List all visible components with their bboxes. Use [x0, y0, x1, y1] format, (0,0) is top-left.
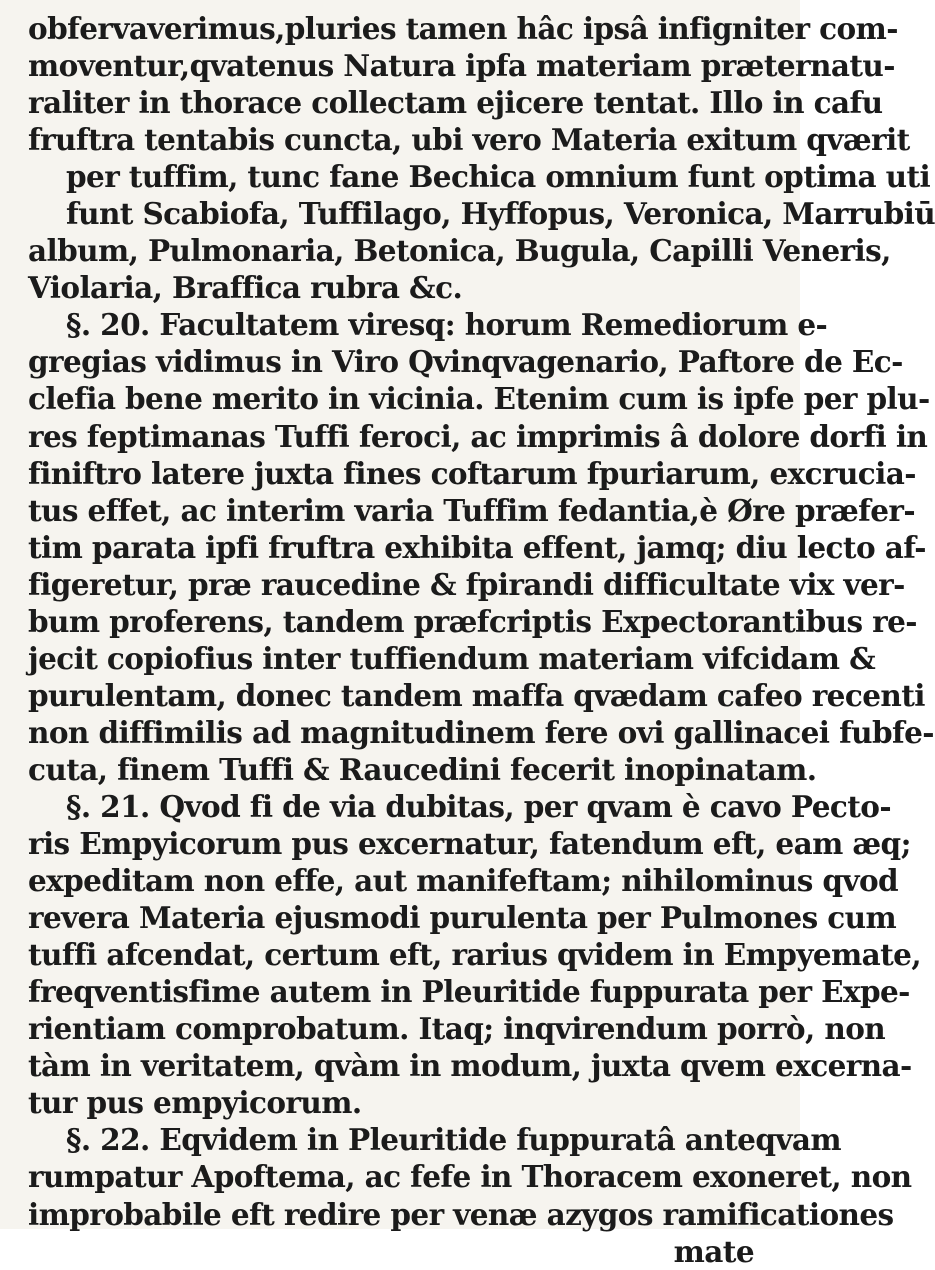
text-line-23: ris Empyicorum pus excernatur, fatendum eft, eam æq;	[28, 826, 911, 862]
text-line-21: cuta, finem Tuffi & Raucedini fecerit inopinatam.	[28, 751, 817, 787]
paragraph-20-start: §. 20. Facultatem viresq: horum Remediorum e-	[66, 307, 828, 343]
text-line-3: raliter in thorace collectam ejicere tentat. Illo in cafu	[28, 85, 883, 121]
text-line-11: clefia bene merito in vicinia. Etenim cum is ipfe per plu-	[28, 381, 930, 417]
text-line-28: rientiam comprobatum. Itaq; inqvirendum porrò, non	[28, 1011, 886, 1047]
text-line-29: tàm in veritatem, qvàm in modum, juxta qvem excerna-	[28, 1048, 912, 1084]
text-line-19: purulentam, donec tandem maffa qvædam cafeo recenti	[28, 677, 925, 713]
text-line-14: tus effet, ac interim varia Tuffim fedantia,è Øre præfer-	[28, 492, 915, 528]
text-line-4: fruftra tentabis cuncta, ubi vero Materia exitum qværit	[28, 122, 910, 158]
text-line-12: res feptimanas Tuffi feroci, ac imprimis â dolore dorfi in	[28, 418, 928, 454]
paragraph-22-start: §. 22. Eqvidem in Pleuritide fuppuratâ anteqvam	[66, 1122, 842, 1158]
page-text	[28, 10, 935, 1270]
text-line-15: tim parata ipfi fruftra exhibita effent, jamq; diu lecto af-	[28, 529, 926, 565]
text-line-25: revera Materia ejusmodi purulenta per Pulmones cum	[28, 900, 897, 936]
text-line-8: Violaria, Braffica rubra &c.	[28, 270, 463, 306]
text-line-13: finiftro latere juxta fines coftarum fpuriarum, excrucia-	[28, 455, 916, 491]
text-line-30: tur pus empyicorum.	[28, 1085, 362, 1121]
text-line-20: non diffimilis ad magnitudinem fere ovi gallinacei fubfe-	[28, 714, 934, 750]
paragraph-21-start: §. 21. Qvod fi de via dubitas, per qvam è cavo Pecto-	[66, 788, 891, 824]
catchword: mate	[673, 1233, 754, 1269]
text-line-7: album, Pulmonaria, Betonica, Bugula, Capilli Veneris,	[28, 233, 891, 269]
text-line-10: gregias vidimus in Viro Qvinqvagenario, Paftore de Ec-	[28, 344, 903, 380]
text-line-27: freqventisfime autem in Pleuritide fuppurata per Expe-	[28, 974, 910, 1010]
text-line-5: per tuffim, tunc fane Bechica omnium funt optima uti	[66, 159, 931, 195]
text-line-33: improbabile eft redire per venæ azygos ramificationes	[28, 1196, 894, 1232]
text-line-16: figeretur, præ raucedine & fpirandi difficultate vix ver-	[28, 566, 905, 602]
text-line-32: rumpatur Apoftema, ac fefe in Thoracem exoneret, non	[28, 1159, 912, 1195]
text-line-17: bum proferens, tandem præfcriptis Expectorantibus re-	[28, 603, 917, 639]
text-line-2: moventur,qvatenus Natura ipfa materiam præternatu-	[28, 48, 895, 84]
text-line-6: funt Scabiofa, Tuffilago, Hyffopus, Veronica, Marrubiū	[66, 196, 935, 232]
text-line-24: expeditam non effe, aut manifeftam; nihilominus qvod	[28, 863, 899, 899]
text-line-1: obfervaverimus,pluries tamen hâc ipsâ infigniter com-	[28, 11, 898, 46]
text-line-26: tuffi afcendat, certum eft, rarius qvidem in Empyemate,	[28, 937, 922, 973]
text-line-18: jecit copiofius inter tuffiendum materiam vifcidam &	[28, 640, 876, 676]
